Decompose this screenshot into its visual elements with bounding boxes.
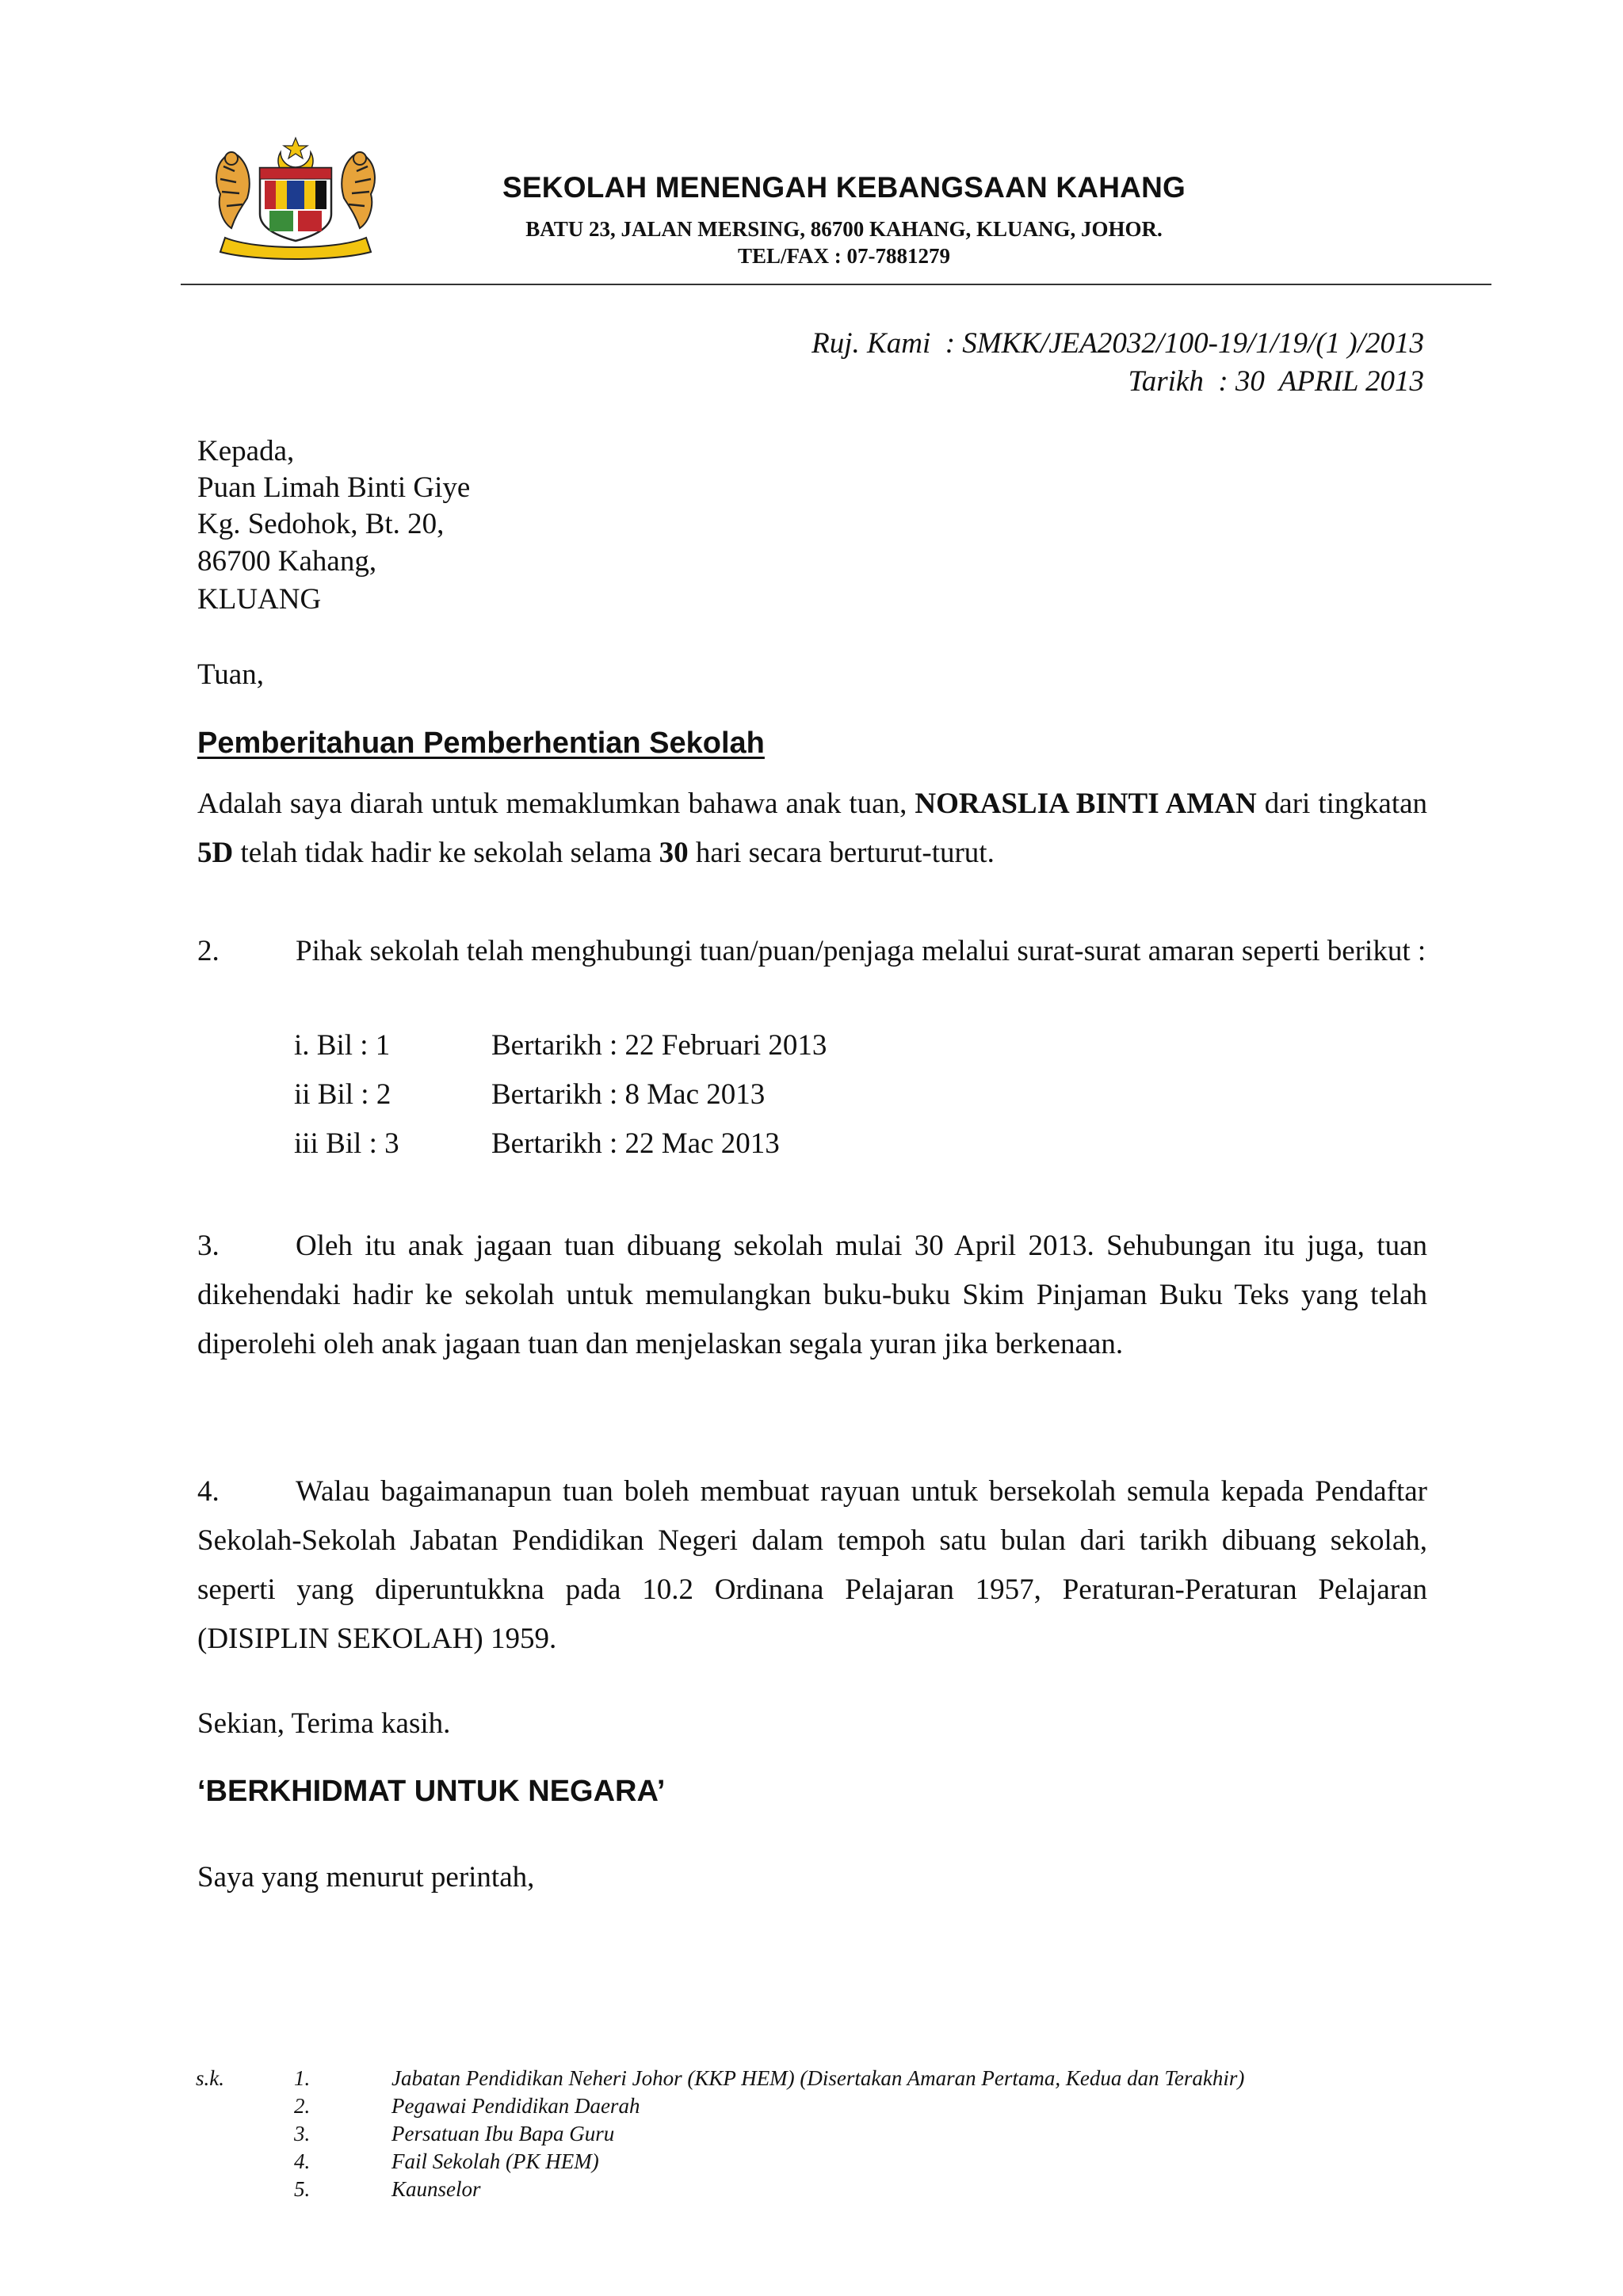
recipient-name: Puan Limah Binti Giye (197, 471, 471, 504)
copy-1-recipient: Jabatan Pendidikan Neheri Johor (KKP HEM) (Disertakan Amaran Pertama, Kedua dan Terakhir) (391, 2066, 1245, 2090)
school-name: SEKOLAH MENENGAH KEBANGSAAN KAHANG (502, 171, 1186, 204)
copy-2-number: 2. (294, 2094, 311, 2118)
absent-days: 30 (659, 837, 689, 869)
student-name: NORASLIA BINTI AMAN (915, 788, 1257, 820)
copy-5-recipient: Kaunselor (391, 2177, 481, 2201)
signoff-line: Saya yang menurut perintah, (197, 1861, 535, 1894)
paragraph-4-number: 4. (197, 1475, 220, 1508)
copy-3-recipient: Persatuan Ibu Bapa Guru (391, 2122, 615, 2145)
paragraph-2-text: Pihak sekolah telah menghubungi tuan/puan/penjaga melalui surat-surat amaran seperti berikut : (296, 935, 1426, 967)
copies-label: s.k. (196, 2066, 224, 2090)
copy-4-number: 4. (294, 2149, 311, 2173)
copy-4-recipient: Fail Sekolah (PK HEM) (391, 2149, 599, 2173)
paragraph-1-absence: telah tidak hadir ke sekolah selama (240, 837, 652, 869)
recipient-greeting: Kepada, (197, 435, 295, 467)
copy-5-number: 5. (294, 2177, 311, 2201)
paragraph-2 (197, 927, 1427, 976)
recipient-address-line3: KLUANG (197, 583, 322, 616)
letter-date: Tarikh : 30 APRIL 2013 (1128, 365, 1424, 398)
warning-2-bil: ii Bil : 2 (294, 1078, 391, 1111)
paragraph-3-number: 3. (197, 1230, 220, 1262)
paragraph-4-text: Walau bagaimanapun tuan boleh membuat rayuan untuk bersekolah semula kepada Pendaftar Sekolah-Sekolah Jabatan Pendidikan Negeri dalam tempoh satu bulan dari tarikh dibuang sekolah, seperti yang diperuntukkna pada 10.2 Ordinana Pelajaran 1957, Peraturan-Peraturan Pelajaran (DISIPLIN SEKOLAH) 1959. (197, 1475, 1427, 1655)
paragraph-1 (197, 780, 1427, 878)
recipient-address-line1: Kg. Sedohok, Bt. 20, (197, 508, 445, 540)
paragraph-4 (197, 1467, 1427, 1664)
motto: ‘BERKHIDMAT UNTUK NEGARA’ (197, 1775, 666, 1808)
paragraph-3-text: Oleh itu anak jagaan tuan dibuang sekolah mulai 30 April 2013. Sehubungan itu juga, tuan dikehendaki hadir ke sekolah untuk memulangkan buku-buku Skim Pinjaman Buku Teks yang telah diperolehi oleh anak jagaan tuan dan menjelaskan segala yuran jika berkenaan. (197, 1230, 1427, 1360)
paragraph-1-intro: Adalah saya diarah untuk memaklumkan bahawa anak tuan, (197, 788, 907, 820)
copy-3-number: 3. (294, 2122, 311, 2145)
warning-1-bil: i. Bil : 1 (294, 1029, 391, 1062)
warning-1-date: Bertarikh : 22 Februari 2013 (491, 1029, 827, 1062)
copy-2-recipient: Pegawai Pendidikan Daerah (391, 2094, 640, 2118)
warning-2-date: Bertarikh : 8 Mac 2013 (491, 1078, 766, 1111)
paragraph-2-number: 2. (197, 935, 220, 967)
school-telfax: TEL/FAX : 07-7881279 (738, 244, 950, 268)
student-form: 5D (197, 837, 234, 869)
letter-subject: Pemberitahuan Pemberhentian Sekolah (197, 727, 765, 760)
paragraph-1-end: hari secara berturut-turut. (695, 837, 995, 869)
reference-number: Ruj. Kami : SMKK/JEA2032/100-19/1/19/(1 )/2013 (812, 327, 1424, 360)
warning-3-bil: iii Bil : 3 (294, 1127, 399, 1160)
warning-3-date: Bertarikh : 22 Mac 2013 (491, 1127, 780, 1160)
salutation: Tuan, (197, 658, 264, 691)
paragraph-1-form-label: dari tingkatan (1264, 788, 1428, 820)
paragraph-3 (197, 1222, 1427, 1369)
letterhead-divider (181, 284, 1491, 285)
copy-1-number: 1. (294, 2066, 311, 2090)
closing-line: Sekian, Terima kasih. (197, 1707, 451, 1740)
recipient-address-line2: 86700 Kahang, (197, 545, 377, 578)
school-address: BATU 23, JALAN MERSING, 86700 KAHANG, KLUANG, JOHOR. (525, 217, 1163, 241)
